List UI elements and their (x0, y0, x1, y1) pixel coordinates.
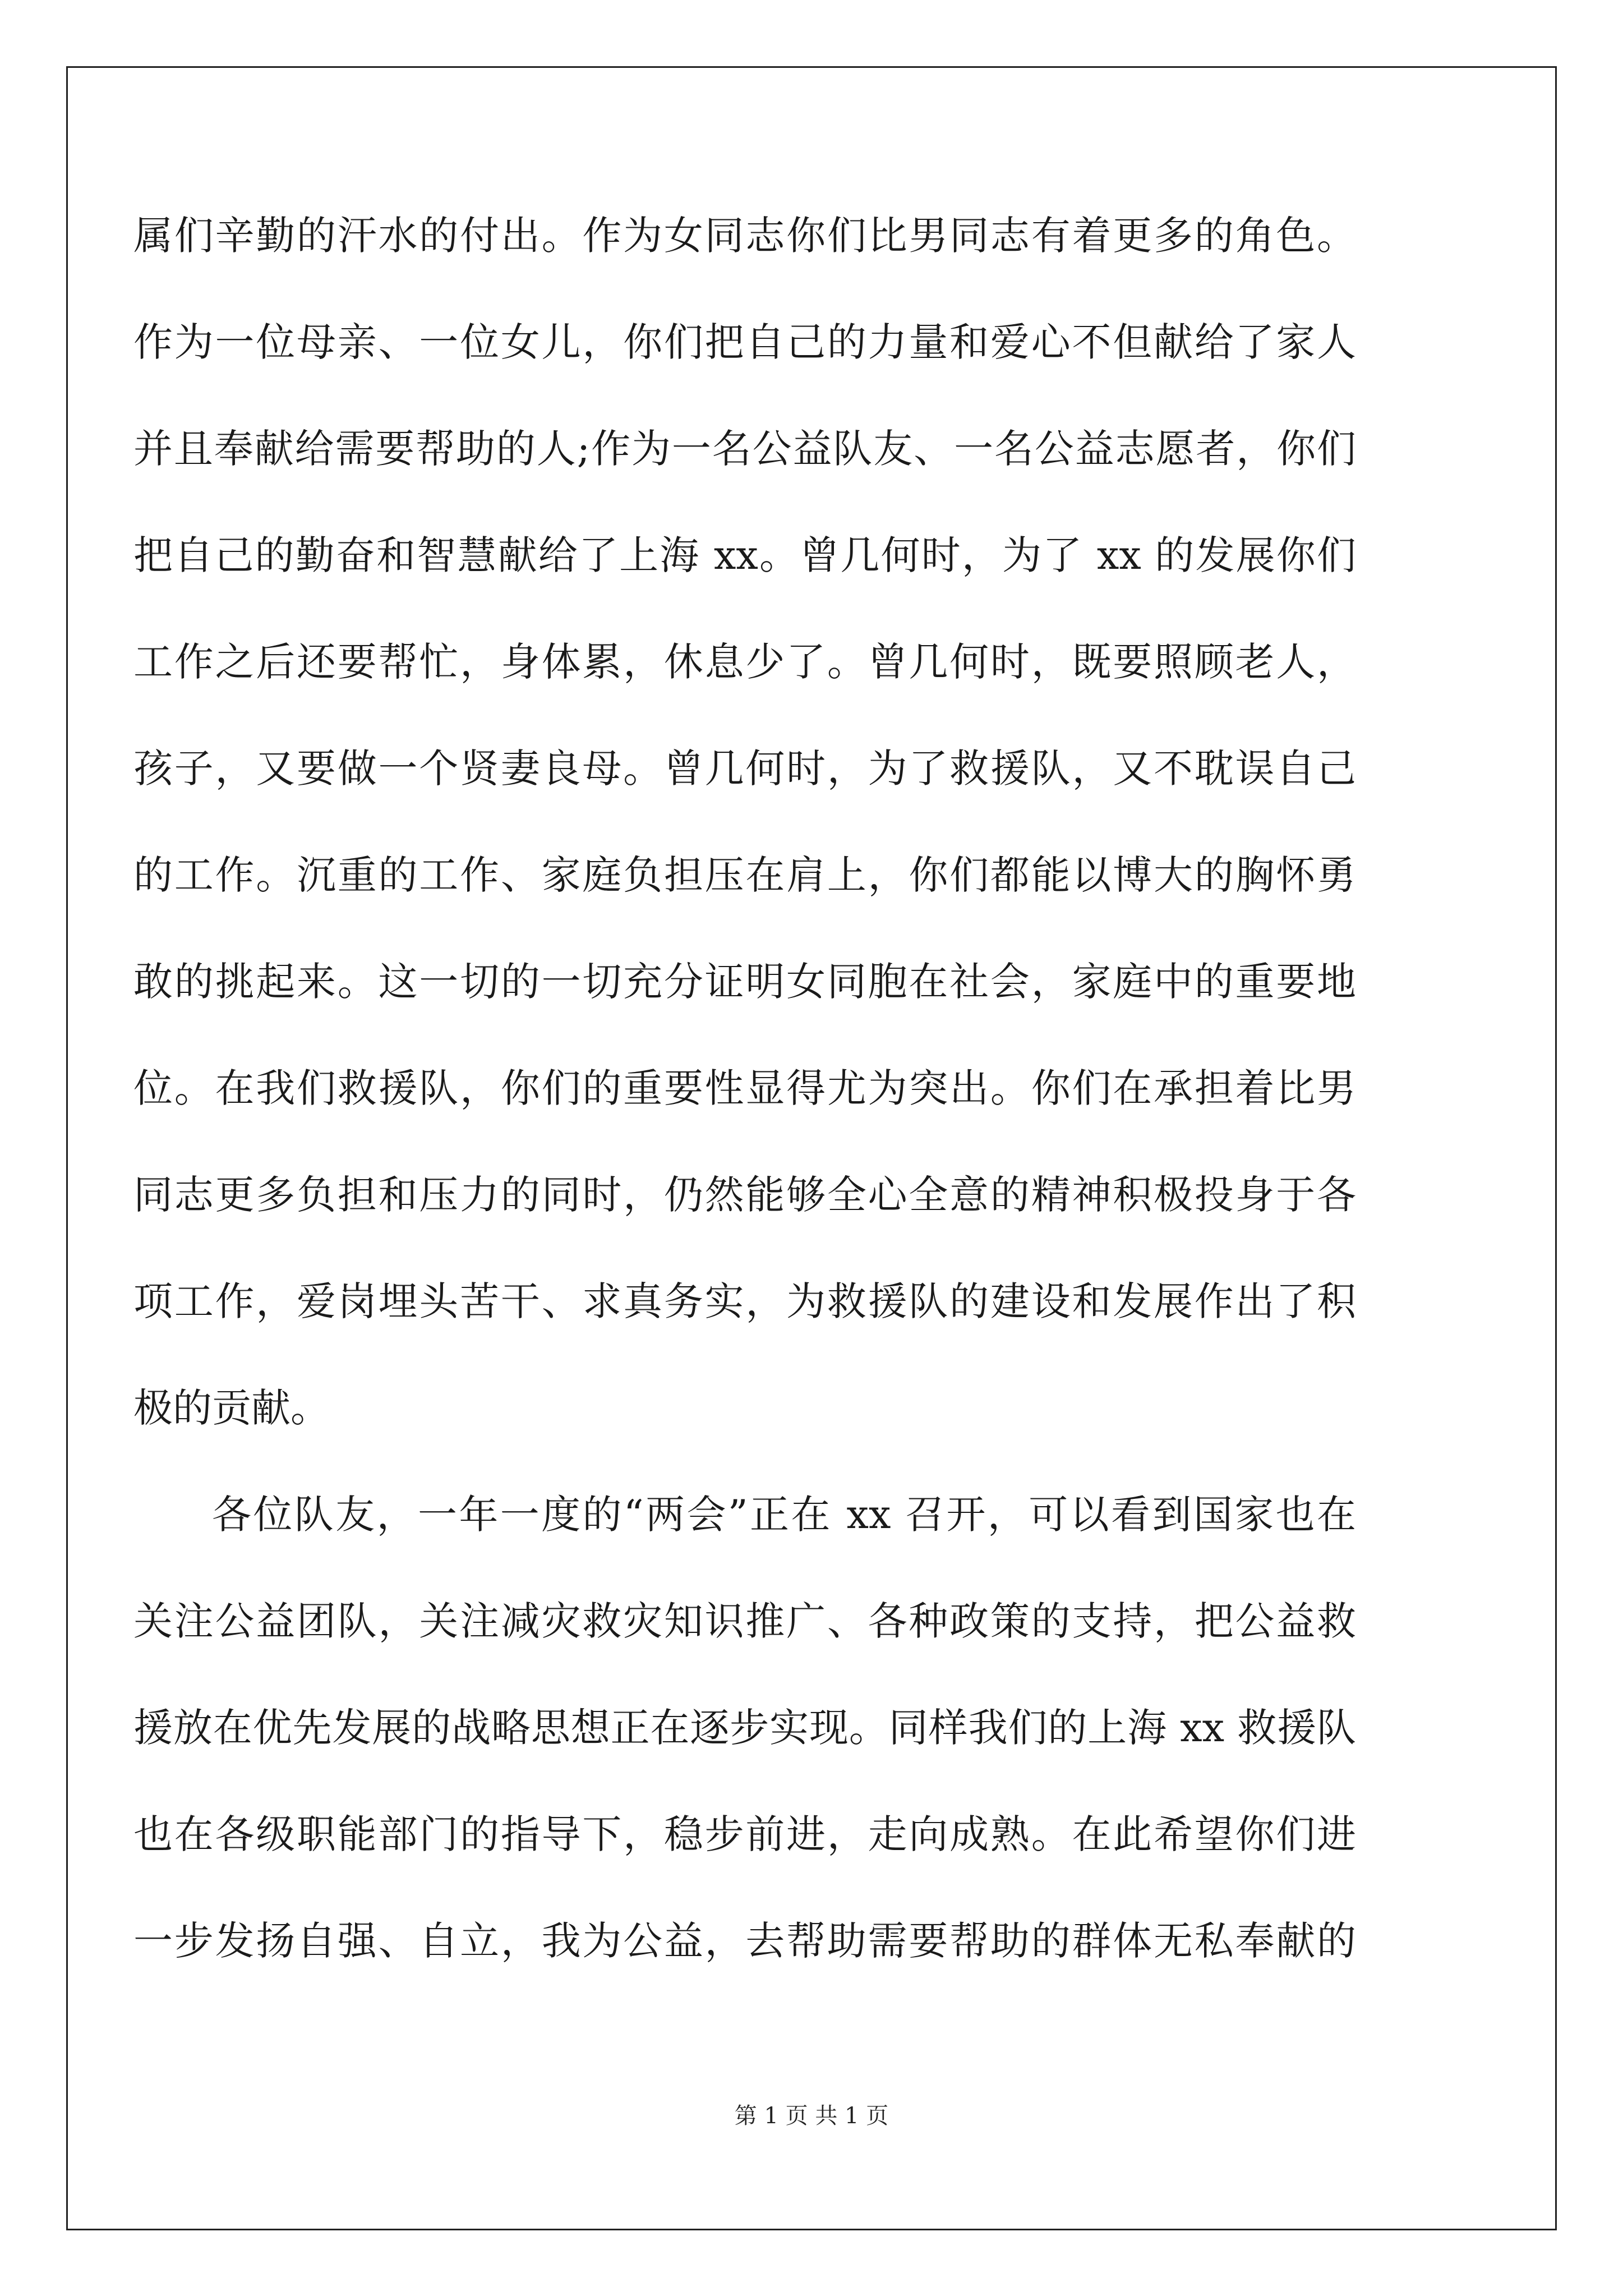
text-line: 位。在我们救援队，你们的重要性显得尤为突出。你们在承担着比男 (133, 1065, 1356, 1111)
text-line: 并且奉献给需要帮助的人;作为一名公益队友、一名公益志愿者，你们 (133, 426, 1356, 472)
text-line: 项工作，爱岗埋头苦干、求真务实，为救援队的建设和发展作出了积 (133, 1278, 1356, 1324)
text-line: 一步发扬自强、自立，我为公益，去帮助需要帮助的群体无私奉献的 (133, 1918, 1356, 1964)
text-line: 极的贡献。 (133, 1385, 330, 1431)
page-number-footer: 第 1 页 共 1 页 (734, 2103, 889, 2129)
text-line: 也在各级职能部门的指导下，稳步前进，走向成熟。在此希望你们进 (133, 1811, 1356, 1857)
paragraph-first-line: 各位队友，一年一度的“两会”正在 xx 召开，可以看到国家也在 (212, 1492, 1356, 1538)
text-line: 同志更多负担和压力的同时，仍然能够全心全意的精神积极投身于各 (133, 1172, 1356, 1218)
text-line: 把自己的勤奋和智慧献给了上海 xx。曾几何时，为了 xx 的发展你们 (133, 532, 1356, 578)
text-line: 的工作。沉重的工作、家庭负担压在肩上，你们都能以博大的胸怀勇 (133, 852, 1356, 898)
text-line: 属们辛勤的汗水的付出。作为女同志你们比男同志有着更多的角色。 (133, 213, 1356, 259)
text-line: 敢的挑起来。这一切的一切充分证明女同胞在社会，家庭中的重要地 (133, 959, 1356, 1005)
text-line: 孩子，又要做一个贤妻良母。曾几何时，为了救援队，又不耽误自己 (133, 746, 1356, 792)
text-line: 关注公益团队，关注减灾救灾知识推广、各种政策的支持，把公益救 (133, 1598, 1356, 1644)
text-line: 作为一位母亲、一位女儿，你们把自己的力量和爱心不但献给了家人 (133, 319, 1356, 365)
text-line: 援放在优先发展的战略思想正在逐步实现。同样我们的上海 xx 救援队 (133, 1705, 1356, 1751)
text-line: 工作之后还要帮忙，身体累，休息少了。曾几何时，既要照顾老人， (133, 639, 1356, 685)
